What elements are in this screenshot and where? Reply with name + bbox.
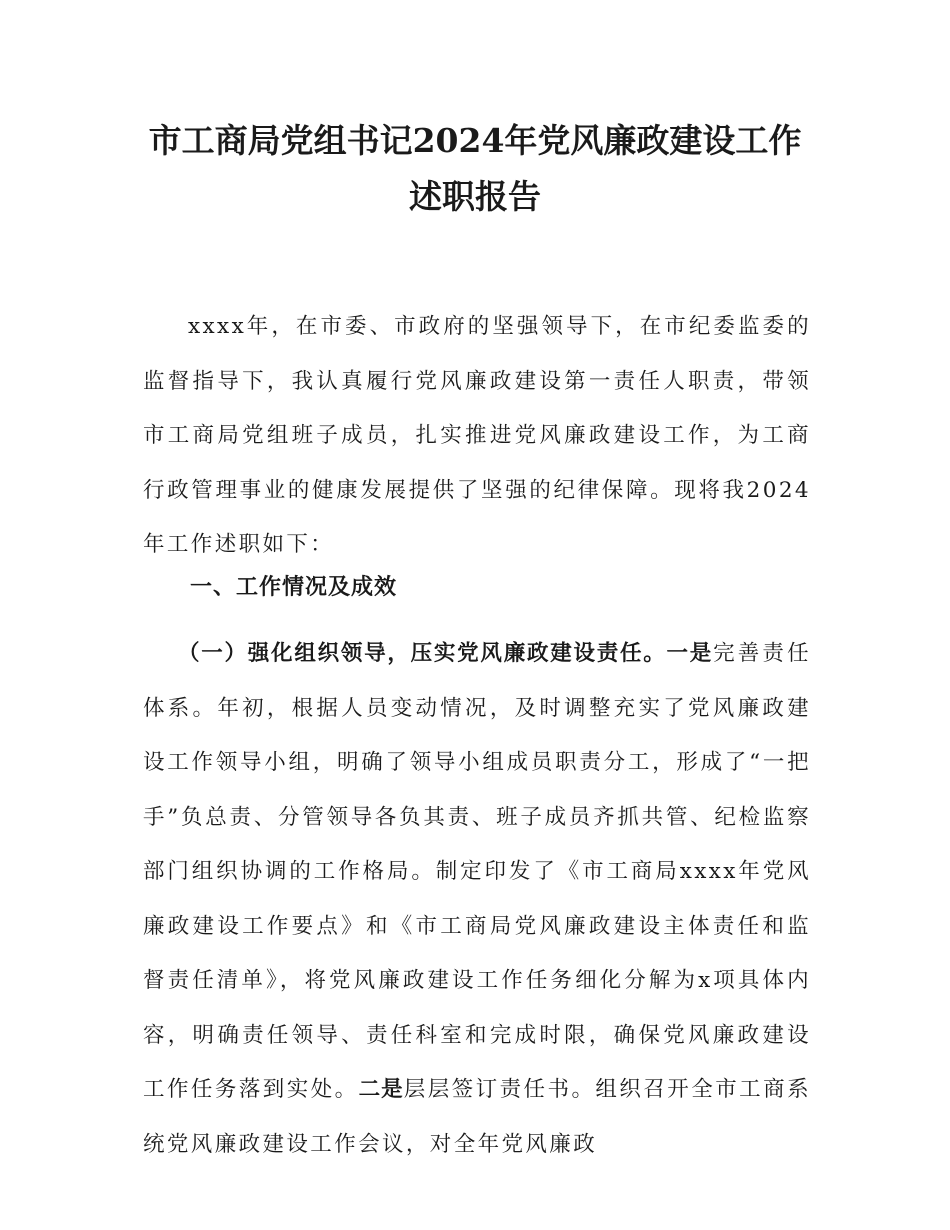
title-line-2: 述职报告 <box>409 177 541 216</box>
title-line-1: 市工商局党组书记2024年党风廉政建设工作 <box>148 121 802 160</box>
point-1-label: 一是 <box>666 641 714 666</box>
subsection-heading: （一）强化组织领导，压实党风廉政建设责任。 <box>178 641 667 666</box>
document-title <box>100 113 850 225</box>
intro-paragraph: xxxx年，在市委、市政府的坚强领导下，在市纪委监委的监督指导下，我认真履行党风廉政建设第一责任人职责，带领市工商局党组班子成员，扎实推进党风廉政建设工作，为工商行政管理事业的健康发展提供了坚强的纪律保障。现将我2024年工作述职如下： <box>143 314 811 557</box>
point-1-text: 完善责任体系。年初，根据人员变动情况，及时调整充实了党风廉政建设工作领导小组，明确了领导小组成员职责分工，形成了“一把手”负总责、分管领导各负其责、班子成员齐抓共管、纪检监察部门组织协调的工作格局。制定印发了《市工商局xxxx年党风廉政建设工作要点》和《市工商局党风廉政建设主体责任和监督责任清单》，将党风廉政建设工作任务细化分解为x项具体内容，明确责任领导、责任科室和完成时限，确保党风廉政建设工作任务落到实处。 <box>143 641 811 1102</box>
point-2-text: 层层签订责任书。组织召开全市工商系统党风廉政建设工作会议，对全年党风廉政 <box>143 1077 811 1157</box>
point-2-label: 二是 <box>358 1077 404 1102</box>
subsection-paragraph-1 <box>143 627 811 1172</box>
section-heading-1: 一、工作情况及成效 <box>190 575 398 600</box>
